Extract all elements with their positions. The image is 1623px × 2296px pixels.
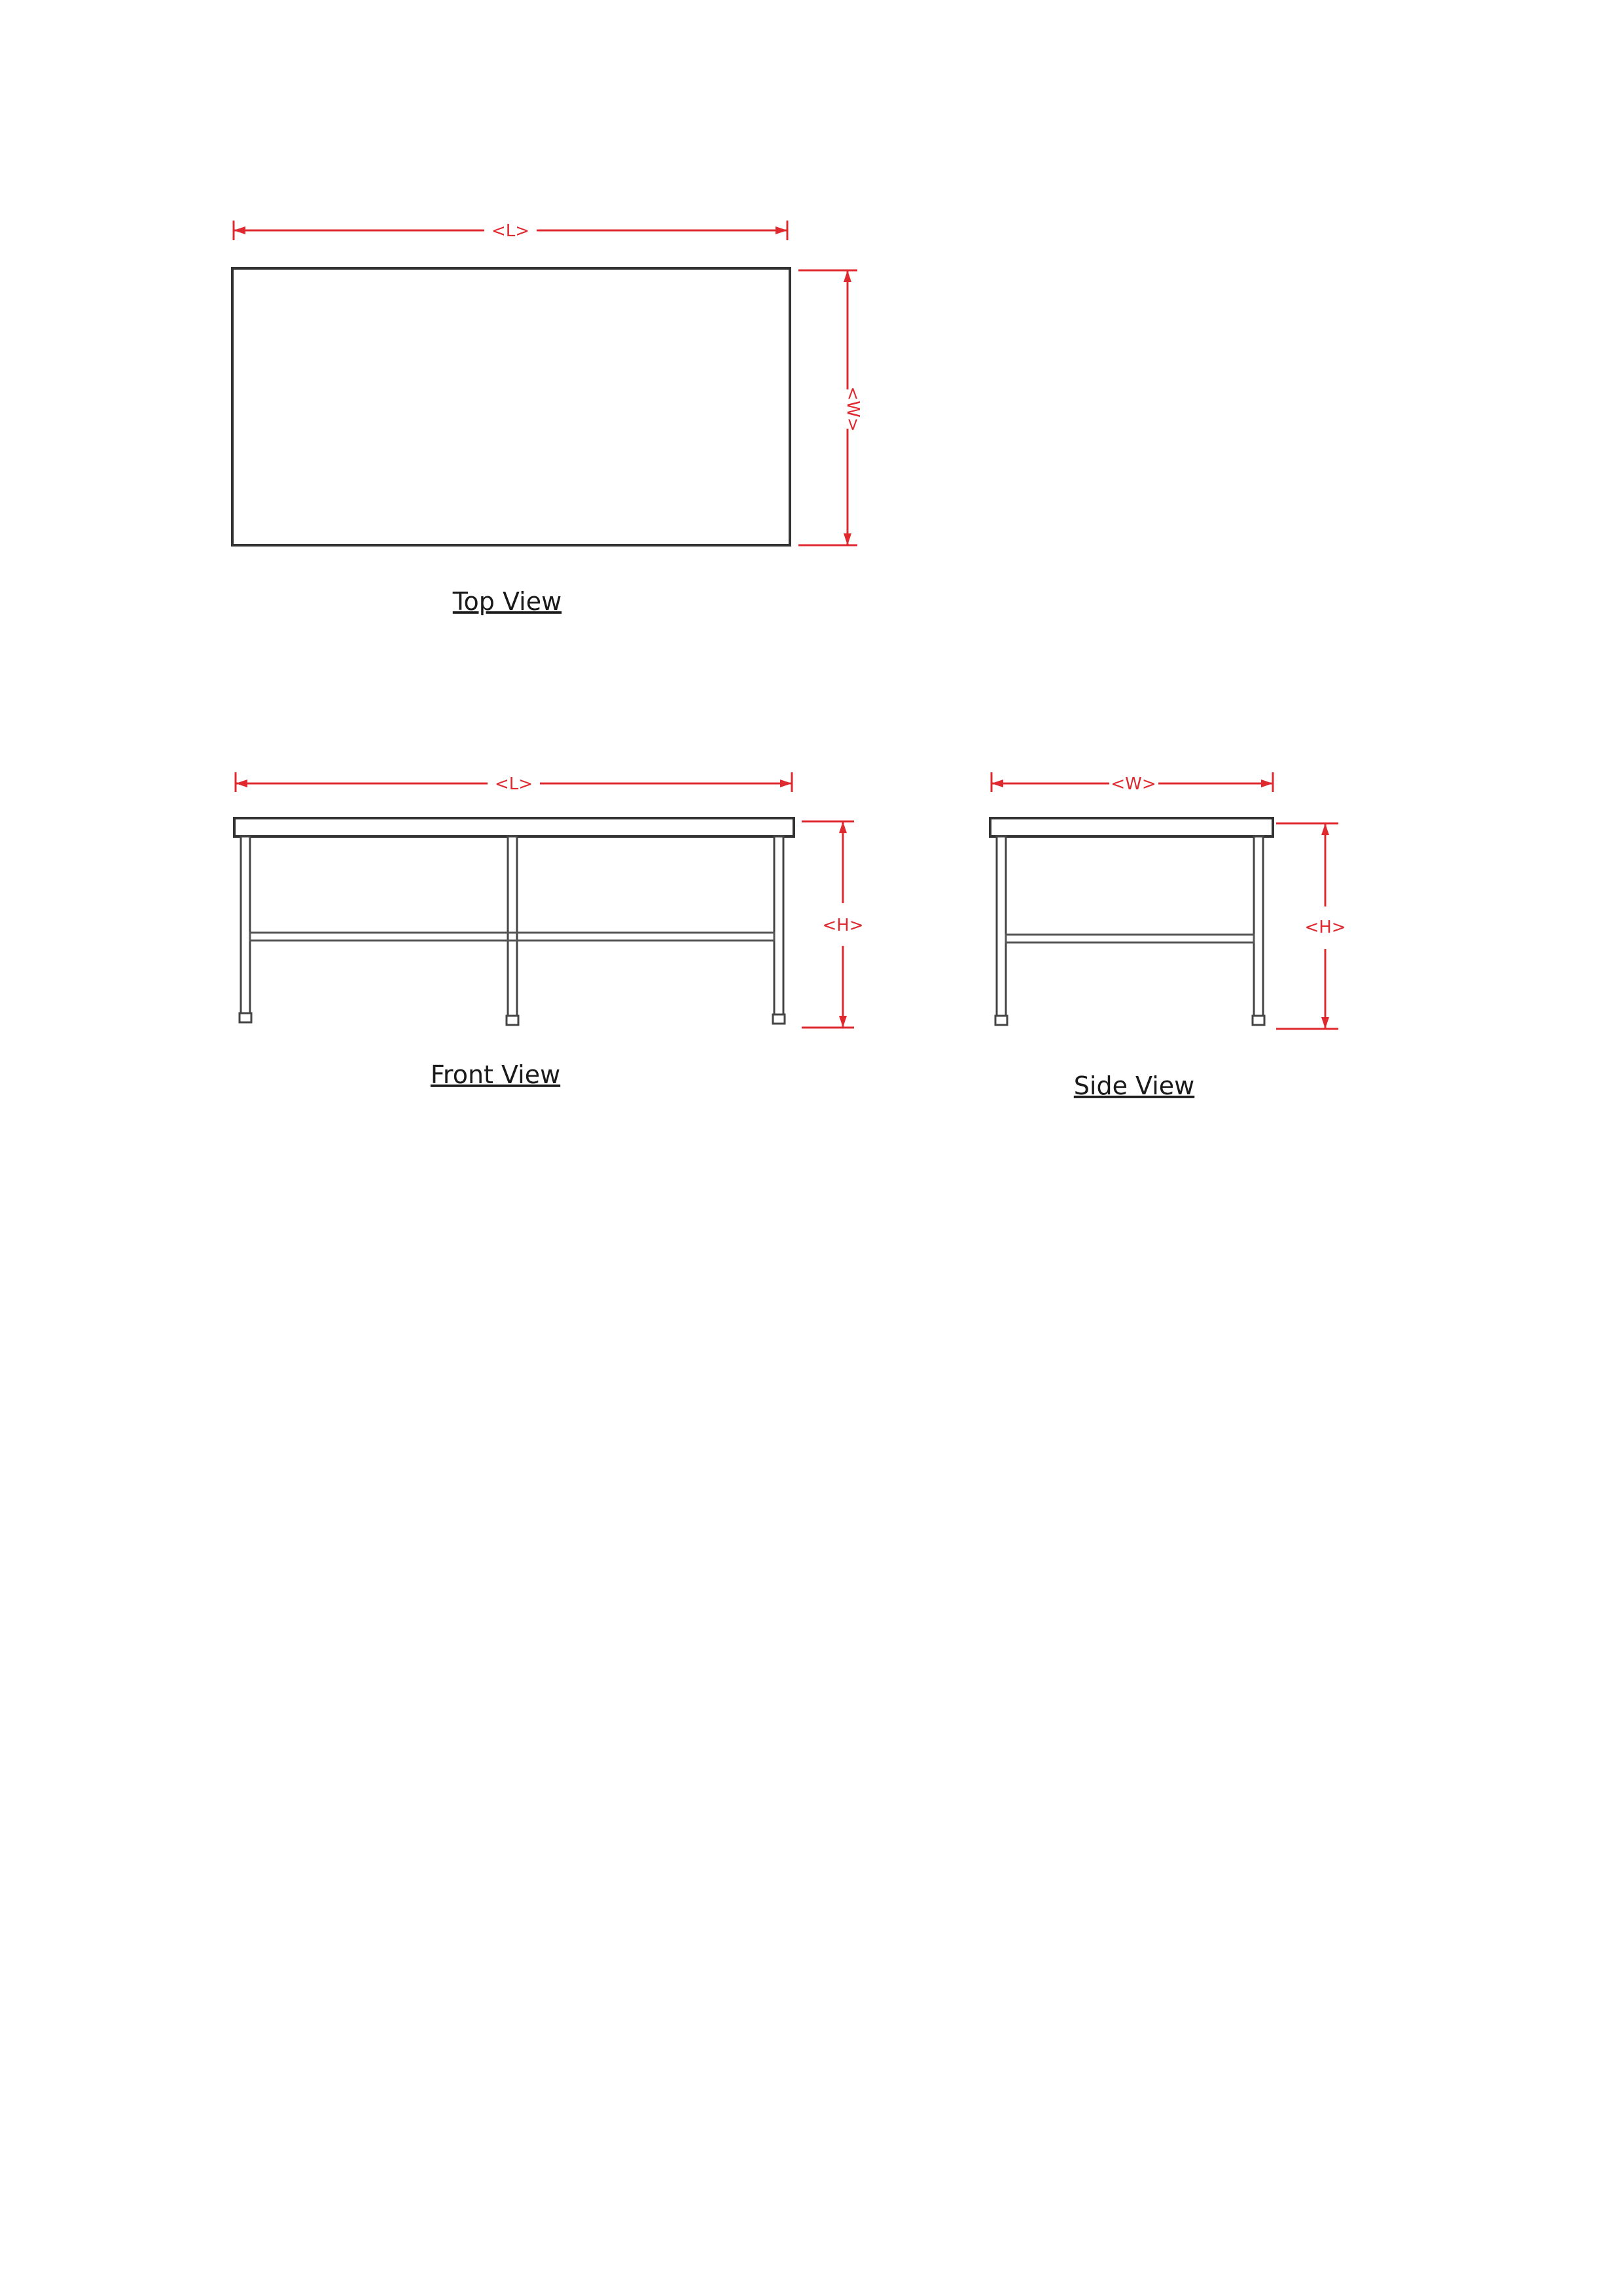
front-view-title: Front View bbox=[430, 1060, 561, 1089]
front-view-leg-left bbox=[241, 836, 250, 1021]
front-view bbox=[234, 772, 864, 1089]
side-view-leg-left bbox=[997, 836, 1006, 1024]
side-view-table bbox=[990, 818, 1273, 1025]
front-view-height-dimension bbox=[802, 821, 864, 1028]
front-view-length-label: <L> bbox=[494, 774, 533, 794]
front-view-leg-right bbox=[774, 836, 783, 1022]
top-view-width-label: <W> bbox=[843, 386, 863, 432]
front-view-length-dimension bbox=[236, 772, 792, 794]
front-view-table bbox=[234, 818, 794, 1025]
top-view-length-dimension bbox=[234, 221, 787, 241]
top-view-width-dimension bbox=[798, 270, 863, 545]
side-view-width-label: <W> bbox=[1111, 774, 1156, 794]
side-view-height-dimension bbox=[1276, 823, 1346, 1029]
side-view-title: Side View bbox=[1073, 1071, 1195, 1100]
top-view-table-outline bbox=[232, 268, 790, 545]
front-view-tabletop bbox=[234, 818, 794, 836]
front-view-leg-center bbox=[508, 836, 517, 1024]
side-view-height-label: <H> bbox=[1304, 918, 1346, 937]
front-view-height-label: <H> bbox=[822, 916, 864, 935]
side-view-tabletop bbox=[990, 818, 1273, 836]
side-view-width-dimension bbox=[991, 772, 1273, 794]
top-view-title: Top View bbox=[452, 587, 562, 616]
side-view-leg-right bbox=[1254, 836, 1263, 1024]
top-view bbox=[232, 221, 863, 616]
top-view-length-label: <L> bbox=[491, 221, 530, 241]
side-view-undershelf bbox=[1006, 935, 1254, 942]
side-view bbox=[990, 772, 1346, 1100]
